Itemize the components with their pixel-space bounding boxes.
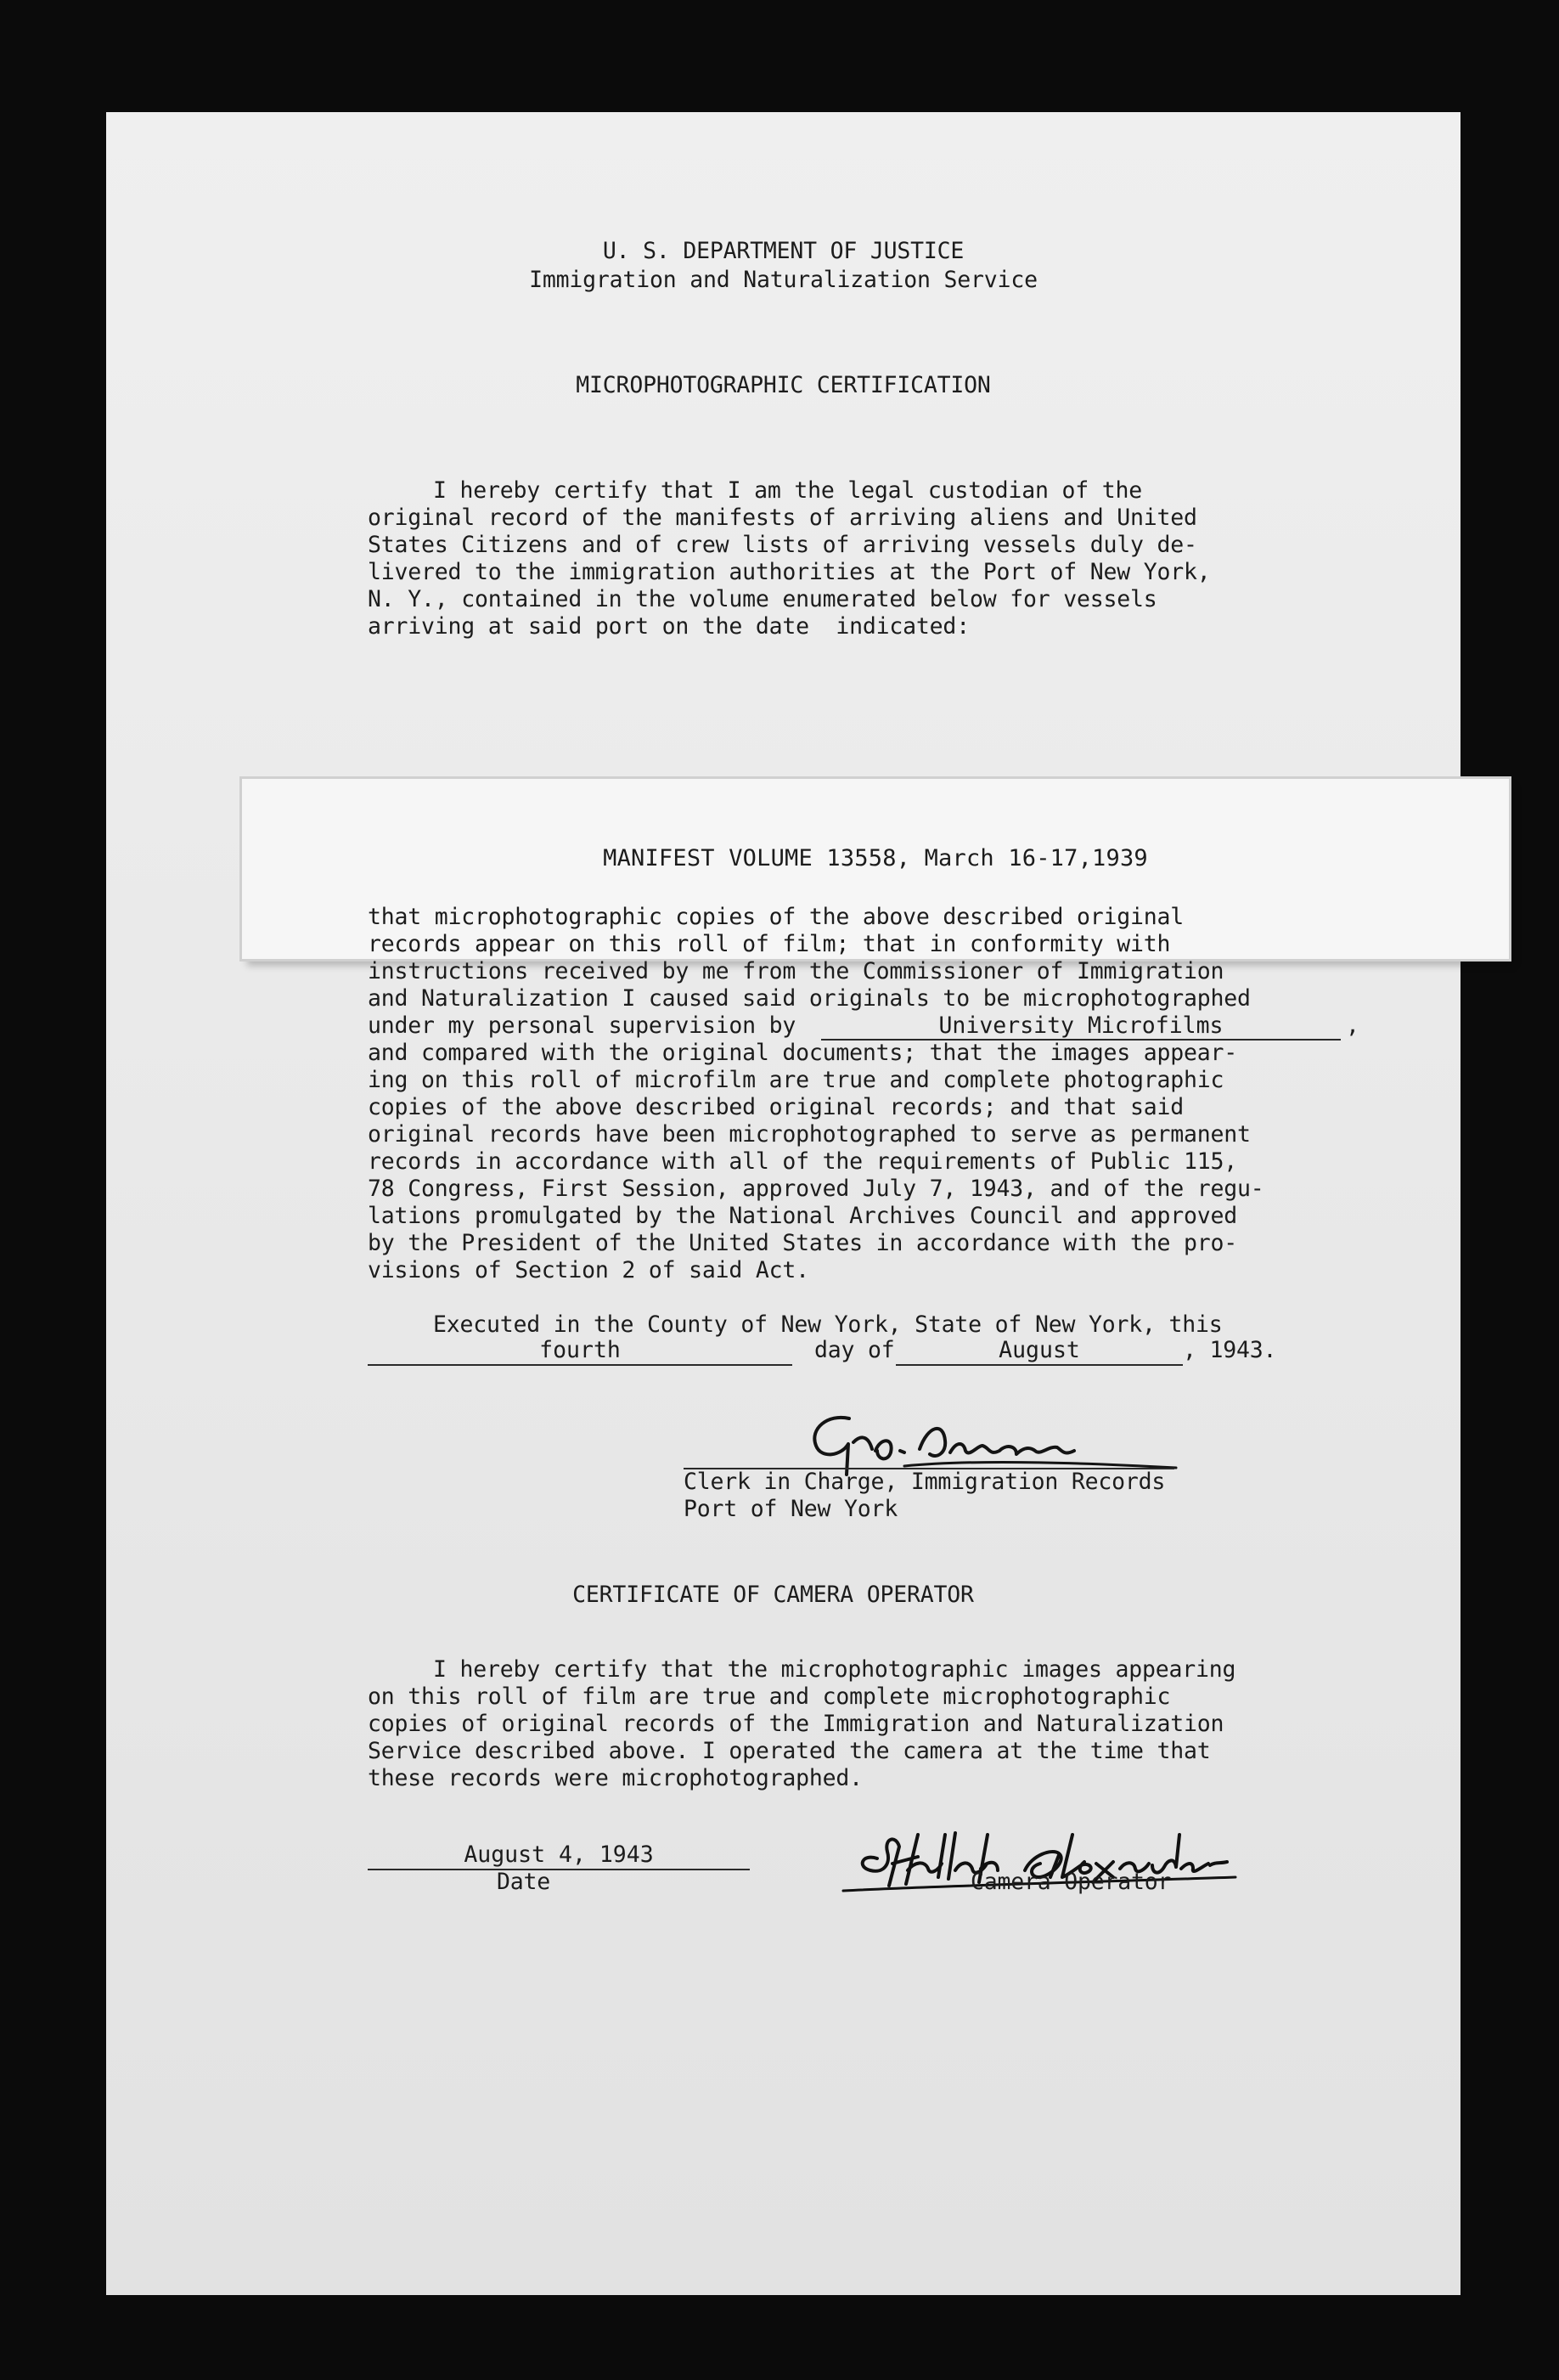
paragraph-line: lations promulgated by the National Archives Council and approved (368, 1203, 1238, 1229)
operator-label: Camera Operator (971, 1869, 1172, 1895)
paragraph-line: instructions received by me from the Commissioner of Immigration (368, 958, 1224, 984)
paragraph-line: visions of Section 2 of said Act. (368, 1257, 809, 1283)
clerk-port: Port of New York (684, 1496, 898, 1522)
paragraph-line: copies of original records of the Immigration and Naturalization (368, 1711, 1224, 1737)
paragraph-line: on this roll of film are true and complete microphotographic (368, 1683, 1171, 1710)
paragraph-line: that microphotographic copies of the above described original (368, 904, 1185, 930)
agency-heading: U. S. DEPARTMENT OF JUSTICE (602, 238, 965, 264)
operator-date-value: August 4, 1943 (464, 1841, 654, 1868)
date-label: Date (497, 1869, 551, 1895)
clerk-title: Clerk in Charge, Immigration Records (684, 1469, 1166, 1495)
paragraph-line: 78 Congress, First Session, approved July 7, 1943, and of the regu- (368, 1176, 1264, 1202)
supervision-comma: , (1346, 1012, 1359, 1039)
execution-day-value: fourth (539, 1337, 621, 1363)
paragraph-line: by the President of the United States in accordance with the pro- (368, 1230, 1238, 1256)
month-blank-line (896, 1364, 1183, 1366)
paragraph-line: original records have been microphotographed to serve as permanent (368, 1121, 1251, 1148)
paragraph-line: I hereby certify that the microphotographic images appearing (433, 1656, 1236, 1683)
day-blank-line (368, 1364, 792, 1366)
camera-certificate-title: CERTIFICATE OF CAMERA OPERATOR (572, 1582, 974, 1608)
paragraph-line: N. Y., contained in the volume enumerated below for vessels (368, 586, 1157, 612)
certificate-page (106, 112, 1461, 2295)
date-line (368, 1869, 750, 1870)
paragraph-line: I hereby certify that I am the legal custodian of the (433, 477, 1142, 504)
paragraph-line: records in accordance with all of the requirements of Public 115, (368, 1148, 1238, 1175)
paragraph-line: and compared with the original documents; that the images appear- (368, 1040, 1238, 1066)
service-heading: Immigration and Naturalization Service (529, 267, 1038, 293)
document-title: MICROPHOTOGRAPHIC CERTIFICATION (576, 372, 991, 398)
day-of-label: day of (814, 1337, 895, 1363)
paragraph-line: and Naturalization I caused said originals to be microphotographed (368, 985, 1251, 1012)
paragraph-line: original record of the manifests of arriving aliens and United (368, 505, 1197, 531)
manifest-volume-text: MANIFEST VOLUME 13558, March 16-17,1939 (603, 845, 1148, 871)
paragraph-line: under my personal supervision by (368, 1012, 796, 1039)
execution-year: , 1943. (1183, 1337, 1277, 1363)
paragraph-line: States Citizens and of crew lists of arriving vessels duly de- (368, 532, 1197, 558)
paragraph-line: arriving at said port on the date indicated: (368, 613, 970, 640)
execution-line: Executed in the County of New York, State of New York, this (433, 1311, 1223, 1338)
paragraph-line: Service described above. I operated the camera at the time that (368, 1738, 1211, 1764)
paragraph-line: ing on this roll of microfilm are true and complete photographic (368, 1067, 1224, 1093)
execution-month-value: August (999, 1337, 1080, 1363)
paragraph-line: these records were microphotographed. (368, 1765, 863, 1791)
paragraph-line: livered to the immigration authorities at the Port of New York, (368, 559, 1211, 585)
paragraph-line: records appear on this roll of film; that in conformity with (368, 931, 1171, 957)
paragraph-line: copies of the above described original records; and that said (368, 1094, 1185, 1120)
supervision-by-value: University Microfilms (938, 1012, 1224, 1039)
